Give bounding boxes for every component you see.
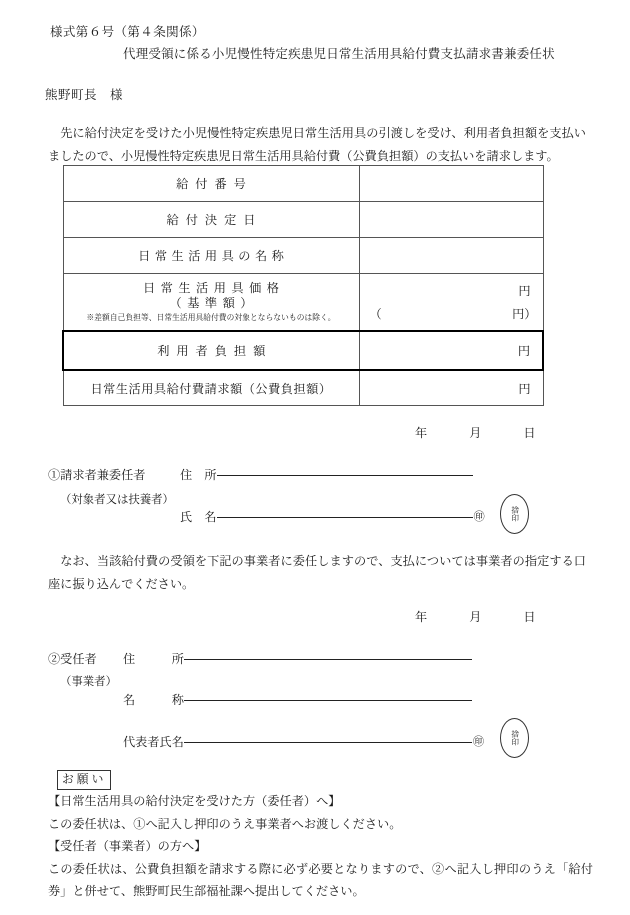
row-value-benefit-number[interactable] <box>359 166 543 202</box>
date-line-delegate <box>415 608 536 625</box>
table-row-benefit-number <box>63 166 543 202</box>
price-label-line2: （基準額） <box>169 296 258 310</box>
note1-heading: 【日常生活用具の給付決定を受けた方（委任者）へ】 <box>48 794 341 808</box>
row-value-decision-date[interactable] <box>359 202 543 238</box>
row-value-equipment-price[interactable] <box>359 274 543 332</box>
date-month-label: 月 <box>469 426 482 440</box>
price-unit-bottom: 円） <box>512 307 537 321</box>
note2-heading: 【受任者（事業者）の方へ】 <box>48 839 207 853</box>
row-value-claim-amount[interactable]: 円 <box>359 370 543 406</box>
addressee: 熊野町長 様 <box>45 88 124 102</box>
date-day-label: 日 <box>523 426 536 440</box>
date-day-label: 日 <box>523 610 536 624</box>
sutein-stamp-icon <box>500 718 529 758</box>
row-label: 日常生活用具給付費請求額（公費負担額） <box>90 381 332 396</box>
applicant-address-label: 住 所 <box>180 468 217 482</box>
delegate-address-field[interactable] <box>123 650 472 667</box>
sutein-stamp-icon <box>500 494 529 534</box>
sutein-stamp-text: 捨印 <box>510 730 520 746</box>
note2-body: この委任状は、公費負担額を請求する際に必ず必要となりますので、②へ記入し押印のうえ「給付券」と併せて、熊野町民生部福祉課へ提出してください。 <box>48 861 593 898</box>
note1-body: この委任状は、①へ記入し押印のうえ事業者へお渡しください。 <box>48 816 402 831</box>
row-label: 利用者負担額 <box>157 344 273 358</box>
date-line-applicant <box>415 424 536 441</box>
delegate-company-input[interactable] <box>184 700 472 701</box>
applicant-address-input[interactable] <box>217 475 473 476</box>
price-label-line1: 日常生活用具価格 <box>143 281 285 295</box>
applicant-name-label: 氏 名 <box>180 510 217 524</box>
table-row-decision-date <box>63 202 543 238</box>
delegate-role-label: ②受任者 <box>48 652 97 666</box>
table-row-equipment-name <box>63 238 543 274</box>
price-unit-top: 円 <box>518 284 531 298</box>
applicant-name-input[interactable] <box>217 517 473 518</box>
document-title: 代理受領に係る小児慢性特定疾患児日常生活用具給付費支払請求書兼委任状 <box>123 47 555 61</box>
applicant-name-field[interactable] <box>180 508 485 525</box>
row-value-equipment-name[interactable] <box>359 238 543 274</box>
delegation-paragraph: なお、当該給付費の受領を下記の事業者に委任しますので、支払については事業者の指定する口座に振り込んでください。 <box>48 554 586 591</box>
price-paren-left: （ <box>369 307 382 321</box>
delegate-rep-field[interactable] <box>123 733 484 750</box>
row-label: 日常生活用具の名称 <box>138 249 289 263</box>
seal-mark-icon: ㊞ <box>473 511 485 523</box>
footer-notes <box>48 790 593 903</box>
table-row-claim-amount <box>63 370 543 406</box>
row-label: 給付決定日 <box>166 213 263 227</box>
sutein-stamp-text: 捨印 <box>510 506 520 522</box>
onegai-label-box: お願い <box>57 770 111 790</box>
benefit-details-table <box>62 165 544 406</box>
applicant-role-label: ①請求者兼委任者 <box>48 468 146 482</box>
applicant-subtitle: （対象者又は扶養者） <box>60 494 174 506</box>
delegate-address-label: 住 所 <box>123 652 184 666</box>
intro-paragraph: 先に給付決定を受けた小児慢性特定疾患児日常生活用具の引渡しを受け、利用者負担額を支払いましたので、小児慢性特定疾患児日常生活用具給付費（公費負担額）の支払いを請求します。 <box>48 126 586 163</box>
seal-mark-icon: ㊞ <box>472 736 484 748</box>
form-number: 様式第６号（第４条関係） <box>50 25 205 39</box>
table-row-user-burden <box>63 331 543 370</box>
delegate-rep-label: 代表者氏名 <box>123 735 184 749</box>
row-label: 給付番号 <box>176 177 253 191</box>
delegate-company-label: 名 称 <box>123 693 184 707</box>
delegate-address-input[interactable] <box>184 659 472 660</box>
delegate-subtitle: （事業者） <box>60 676 117 688</box>
row-value-user-burden[interactable]: 円 <box>359 331 543 370</box>
table-row-equipment-price <box>63 274 543 332</box>
date-month-label: 月 <box>469 610 482 624</box>
date-year-label: 年 <box>415 426 428 440</box>
price-footnote: ※差額自己負担等、日常生活用具給付費の対象とならないものは除く。 <box>86 313 336 322</box>
applicant-address-field[interactable] <box>180 466 473 483</box>
delegate-rep-input[interactable] <box>184 742 472 743</box>
delegate-company-field[interactable] <box>123 691 472 708</box>
date-year-label: 年 <box>415 610 428 624</box>
